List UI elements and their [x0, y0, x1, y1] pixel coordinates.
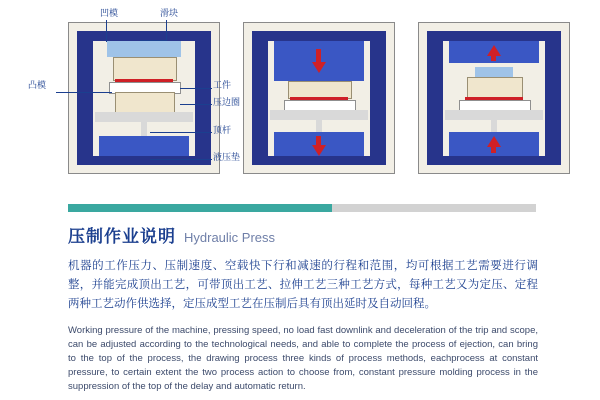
ejected-part-top	[475, 67, 513, 77]
frame-upright-right	[195, 31, 211, 165]
down-arrow-head-2	[312, 145, 326, 156]
divider-teal-segment	[68, 204, 332, 212]
description-section	[68, 222, 538, 394]
frame-crossbar-top	[252, 31, 386, 41]
description-paragraph-en: Working pressure of the machine, pressing speed, no load fast downlink and deceleration of the trip and scope, can be adjusted according to the technological needs, and able to complete the process of ejection, can bring to the top of the process, the drawing process three kinds of process methods, eachprocess at constant pressure, to certain extent the two process action to choose from, constant pressure molding process in the suppression of the top of the delay and automatic return.	[68, 325, 538, 392]
bolster-plate	[95, 112, 193, 122]
frame-upright-right	[545, 31, 561, 165]
up-arrow-stem	[491, 56, 496, 61]
section-divider	[68, 204, 536, 212]
label-slide: 滑块	[160, 8, 179, 18]
bolster-plate	[445, 110, 543, 120]
slide-block	[107, 41, 181, 57]
label-workpiece: 工件	[213, 80, 232, 90]
label-ejector-rod: 顶杆	[213, 125, 232, 135]
label-die: 凹模	[100, 8, 119, 18]
diagram-panel-2	[243, 22, 395, 174]
label-blank-holder: 压边圈	[213, 97, 241, 107]
up-arrow-stem-2	[491, 147, 496, 153]
frame-upright-right	[370, 31, 386, 165]
up-arrow-head-2	[487, 136, 501, 147]
section-heading	[68, 222, 538, 247]
leader-die	[106, 20, 107, 42]
ejector-rod	[141, 122, 147, 136]
leader-slide-h	[140, 40, 167, 41]
page-title-en: Hydraulic Press	[184, 230, 276, 245]
diagram-panel-3	[418, 22, 570, 174]
ejector-rod	[491, 120, 497, 132]
down-arrow-head	[312, 62, 326, 73]
upper-die-block	[113, 57, 177, 81]
frame-crossbar-top	[427, 31, 561, 41]
frame-base	[252, 156, 386, 165]
hydraulic-cushion	[99, 136, 189, 156]
frame-upright-left	[77, 31, 93, 165]
label-punch: 凸模	[28, 80, 47, 90]
page-title-cn: 压制作业说明	[68, 227, 176, 246]
bolster-plate	[270, 110, 368, 120]
leader-slide-v	[166, 20, 167, 40]
punch-block	[115, 92, 175, 114]
frame-upright-left	[427, 31, 443, 165]
leader-hydraulic-cushion	[150, 159, 212, 160]
label-hydraulic-cushion: 液压垫	[213, 152, 241, 162]
leader-blank-holder	[180, 104, 212, 105]
frame-base	[77, 156, 211, 165]
description-paragraph-cn: 机器的工作压力、压制速度、空载快下行和减速的行程和范围，均可根据工艺需要进行调整，并能完成顶出工艺，可带顶出工艺、拉伸工艺三种工艺方式，每种工艺又为定压、定程两种工艺动作供选择，定压成型工艺在压制后具有顶出延时及自动回程。	[68, 260, 538, 310]
up-arrow-head	[487, 45, 501, 56]
diagram-panel-1	[68, 22, 220, 174]
leader-punch	[56, 92, 112, 93]
divider-gray-segment	[332, 204, 536, 212]
frame-upright-left	[252, 31, 268, 165]
leader-workpiece	[180, 88, 212, 89]
leader-ejector-rod	[150, 132, 212, 133]
ejector-rod	[316, 120, 322, 132]
frame-base	[427, 156, 561, 165]
down-arrow-stem	[316, 49, 321, 63]
ejected-part-body	[467, 77, 523, 99]
